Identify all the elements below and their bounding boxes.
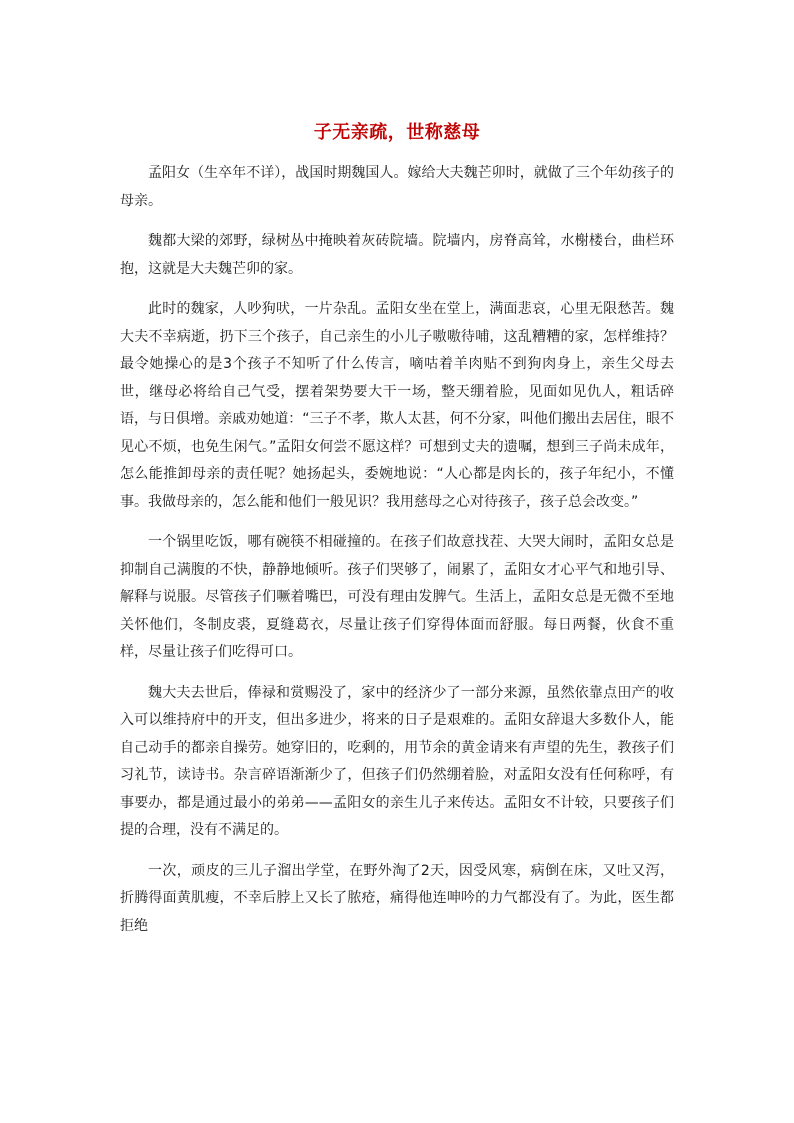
paragraph-3: 此时的魏家，人吵狗吠，一片杂乱。孟阳女坐在堂上，满面悲哀，心里无限愁苦。魏大夫不幸病逝，扔下三个孩子，自己亲生的小儿子嗷嗷待哺，这乱糟糟的家，怎样维持？最令她操心的是3个孩子不知听了什么传言，嘀咕着羊肉贴不到狗肉身上，亲生父母去世，继母必将给自己气受，摆着架势要大干一场，整天绷着脸，见面如见仇人，粗话碎语，与日俱增。亲戚劝她道：“三子不孝，欺人太甚，何不分家，叫他们搬出去居住，眼不见心不烦，也免生闲气。”孟阳女何尝不愿这样？可想到丈夫的遗嘱，想到三子尚未成年，怎么能推卸母亲的责任呢？她扬起头，委婉地说：“人心都是肉长的，孩子年纪小，不懂事。我做母亲的，怎么能和他们一般见识？我用慈母之心对待孩子，孩子总会改变。” bbox=[120, 301, 674, 510]
paragraph-6: 一次，顽皮的三儿子溜出学堂，在野外淘了2天，因受风寒，病倒在床，又吐又泻，折腾得面黄肌瘦，不幸后脖上又长了脓疮，痛得他连呻吟的力气都没有了。为此，医生都拒绝 bbox=[120, 862, 674, 934]
paragraph-1: 孟阳女（生卒年不详），战国时期魏国人。嫁给大夫魏芒卯时，就做了三个年幼孩子的母亲。 bbox=[120, 165, 674, 209]
paragraph-4: 一个锅里吃饭，哪有碗筷不相碰撞的。在孩子们故意找茬、大哭大闹时，孟阳女总是抑制自己满腹的不快，静静地倾听。孩子们哭够了，闹累了，孟阳女才心平气和地引导、解释与说服。尽管孩子们噘着嘴巴，可没有理由发脾气。生活上，孟阳女总是无微不至地关怀他们，冬制皮裘，夏缝葛衣，尽量让孩子们穿得体面而舒服。每日两餐，伙食不重样，尽量让孩子们吃得可口。 bbox=[120, 534, 674, 660]
document-title: 子无亲疏，世称慈母 bbox=[313, 122, 481, 143]
paragraph-2: 魏都大梁的郊野，绿树丛中掩映着灰砖院墙。院墙内，房脊高耸，水榭楼台，曲栏环抱，这就是大夫魏芒卯的家。 bbox=[120, 233, 674, 277]
paragraph-5: 魏大夫去世后，俸禄和赏赐没了，家中的经济少了一部分来源，虽然依靠点田产的收入可以维持府中的开支，但出多进少，将来的日子是艰难的。孟阳女辞退大多数仆人，能自己动手的都亲自操劳。她穿旧的，吃剩的，用节余的黄金请来有声望的先生，教孩子们习礼节，读诗书。杂言碎语渐渐少了，但孩子们仍然绷着脸，对孟阳女没有任何称呼，有事要办，都是通过最小的弟弟——孟阳女的亲生儿子来传达。孟阳女不计较，只要孩子们提的合理，没有不满足的。 bbox=[120, 684, 674, 838]
